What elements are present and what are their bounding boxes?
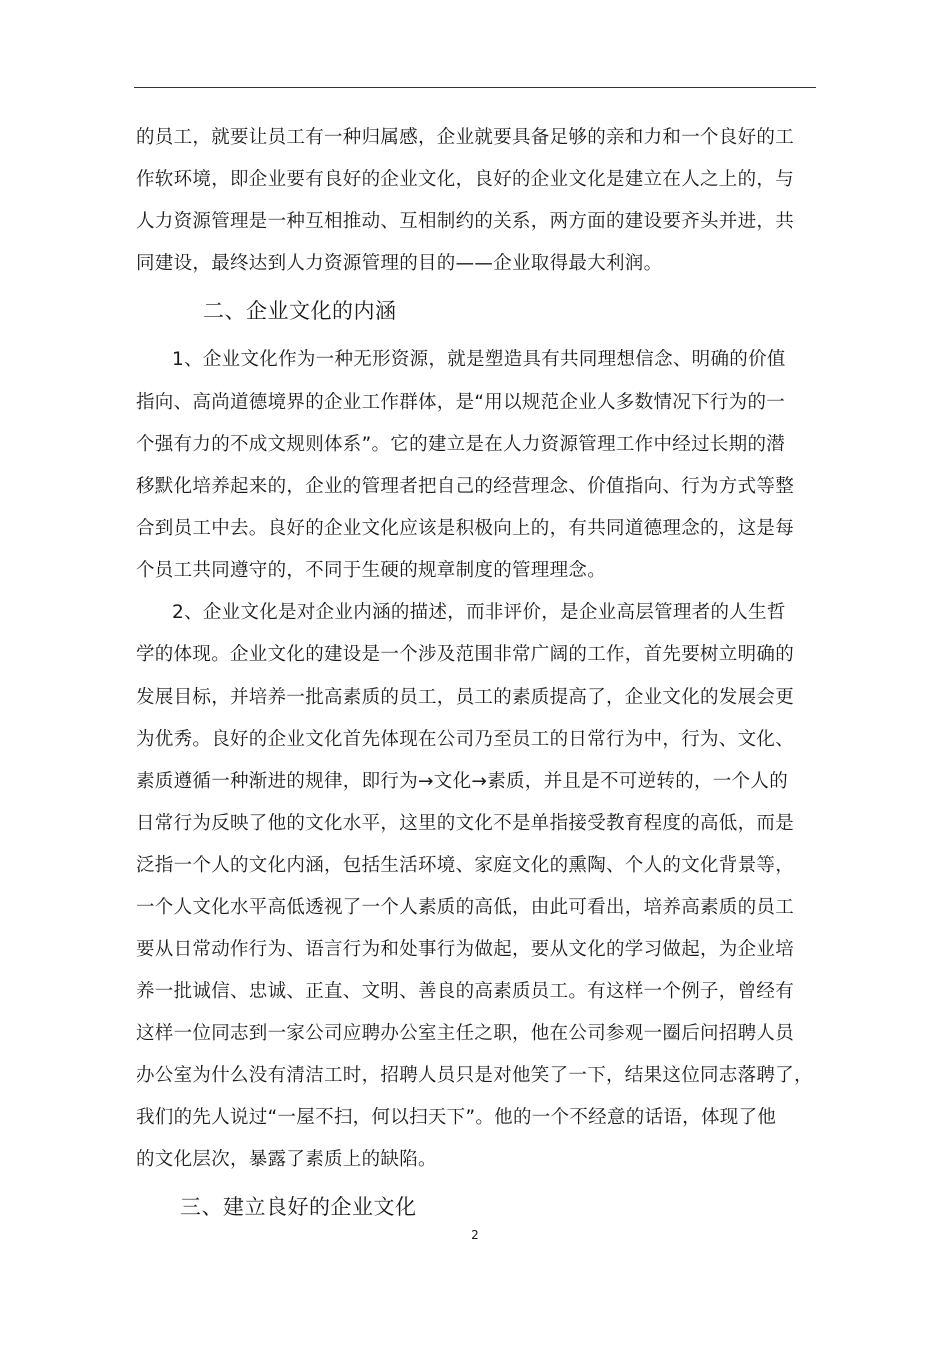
paragraph-line: 1、企业文化作为一种无形资源，就是塑造具有共同理想信念、明确的价值 [172, 349, 786, 370]
paragraph-line: 我们的先人说过“一屋不扫，何以扫天下”。他的一个不经意的话语，体现了他 [136, 1107, 777, 1128]
paragraph-line: 2、企业文化是对企业内涵的描述，而非评价，是企业高层管理者的人生哲 [172, 602, 786, 623]
paragraph-line: 指向、高尚道德境界的企业工作群体，是“用以规范企业人多数情况下行为的一 [136, 392, 786, 413]
paragraph-line: 要从日常动作行为、语言行为和处事行为做起，要从文化的学习做起，为企业培 [136, 939, 795, 960]
paragraph-line: 学的体现。企业文化的建设是一个涉及范围非常广阔的工作，首先要树立明确的 [136, 644, 795, 665]
paragraph-line: 素质遵循一种渐进的规律，即行为→文化→素质，并且是不可逆转的，一个人的 [136, 771, 789, 792]
section-heading: 二、企业文化的内涵 [203, 299, 397, 323]
paragraph-line: 同建设，最终达到人力资源管理的目的——企业取得最大利润。 [136, 253, 663, 274]
paragraph-line: 个强有力的不成文规则体系”。它的建立是在人力资源管理工作中经过长期的潜 [136, 434, 786, 455]
paragraph-line: 为优秀。良好的企业文化首先体现在公司乃至员工的日常行为中，行为、文化、 [136, 729, 795, 750]
paragraph-line: 养一批诚信、忠诚、正直、文明、善良的高素质员工。有这样一个例子，曾经有 [136, 981, 795, 1002]
paragraph-line: 日常行为反映了他的文化水平，这里的文化不是单指接受教育程度的高低，而是 [136, 813, 795, 834]
paragraph-line: 个员工共同遵守的，不同于生硬的规章制度的管理理念。 [136, 560, 607, 581]
header-rule [134, 87, 816, 88]
page-number: 2 [471, 1228, 479, 1242]
paragraph-line: 办公室为什么没有清洁工时，招聘人员只是对他笑了一下，结果这位同志落聘了， [136, 1065, 813, 1086]
paragraph-line: 这样一位同志到一家公司应聘办公室主任之职，他在公司参观一圈后问招聘人员 [136, 1023, 795, 1044]
paragraph-line: 移默化培养起来的，企业的管理者把自己的经营理念、价值指向、行为方式等整 [136, 476, 795, 497]
paragraph-line: 泛指一个人的文化内涵，包括生活环境、家庭文化的熏陶、个人的文化背景等， [136, 855, 795, 876]
paragraph-line: 作软环境，即企业要有良好的企业文化，良好的企业文化是建立在人之上的，与 [136, 169, 795, 190]
paragraph-line: 的文化层次，暴露了素质上的缺陷。 [136, 1149, 437, 1170]
paragraph-line: 合到员工中去。良好的企业文化应该是积极向上的，有共同道德理念的，这是每 [136, 518, 795, 539]
paragraph-line: 发展目标，并培养一批高素质的员工，员工的素质提高了，企业文化的发展会更 [136, 687, 795, 708]
paragraph-line: 人力资源管理是一种互相推动、互相制约的关系，两方面的建设要齐头并进，共 [136, 211, 795, 232]
section-heading: 三、建立良好的企业文化 [180, 1195, 417, 1219]
paragraph-line: 的员工，就要让员工有一种归属感，企业就要具备足够的亲和力和一个良好的工 [136, 127, 795, 148]
paragraph-line: 一个人文化水平高低透视了一个人素质的高低，由此可看出，培养高素质的员工 [136, 897, 795, 918]
